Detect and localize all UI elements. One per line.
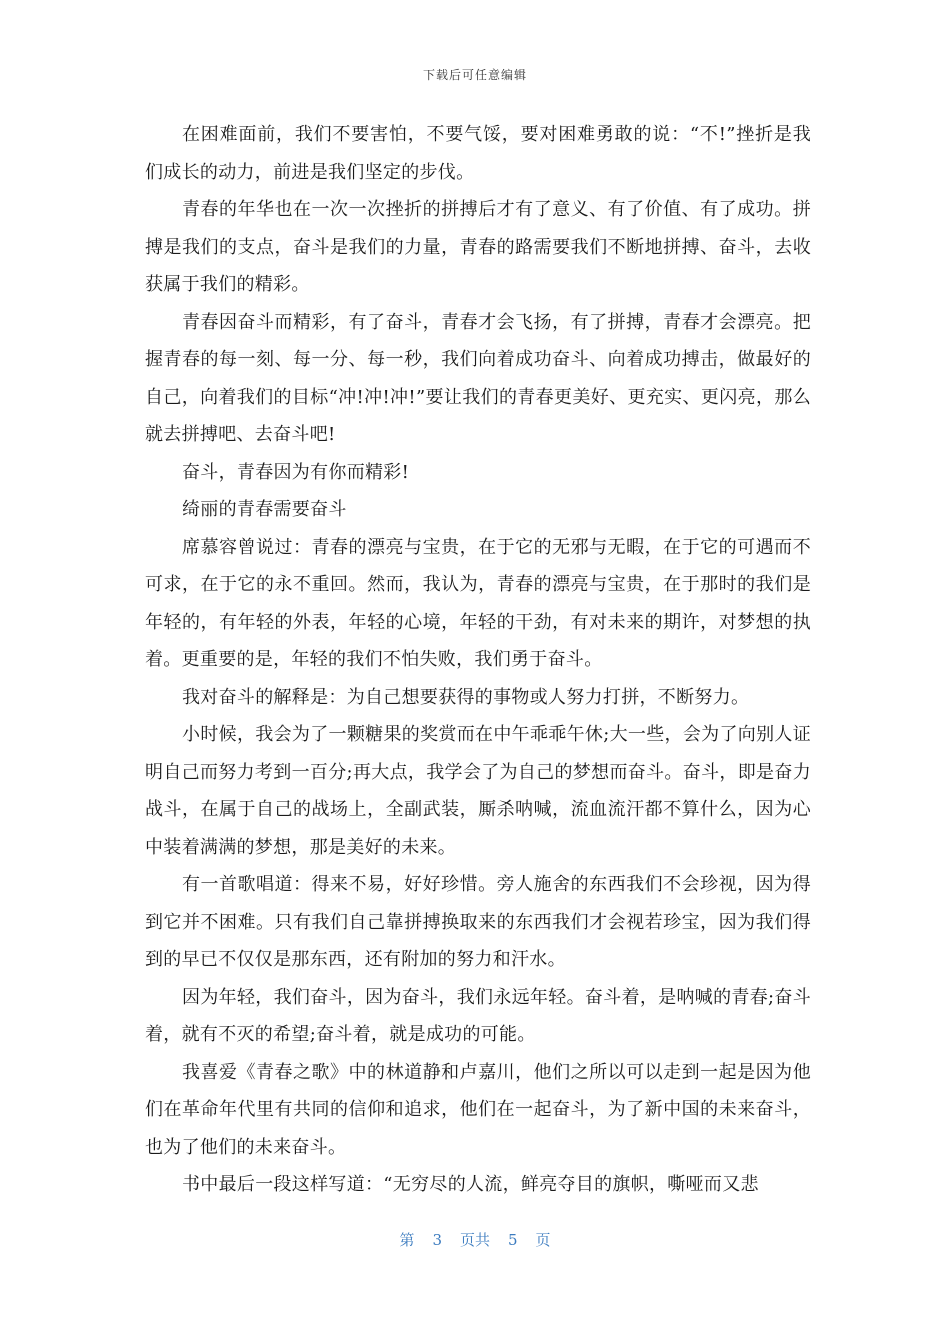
footer-current-page: 3 <box>432 1231 442 1249</box>
paragraph: 小时候，我会为了一颗糖果的奖赏而在中午乖乖午休;大一些，会为了向别人证明自己而努力考到一百分;再大点，我学会了为自己的梦想而奋斗。奋斗，即是奋力战斗，在属于自己的战场上，全副武装，厮杀呐喊，流血流汗都不算什么，因为心中装着满满的梦想，那是美好的未来。 <box>145 724 811 858</box>
paragraph: 席慕容曾说过：青春的漂亮与宝贵，在于它的无邪与无暇，在于它的可遇而不可求，在于它的永不重回。然而，我认为，青春的漂亮与宝贵，在于那时的我们是年轻的，有年轻的外表，年轻的心境，年轻的干劲，有对未来的期许，对梦想的执着。更重要的是，年轻的我们不怕失败，我们勇于奋斗。 <box>145 536 811 670</box>
paragraph: 青春的年华也在一次一次挫折的拼搏后才有了意义、有了价值、有了成功。拼搏是我们的支点，奋斗是我们的力量，青春的路需要我们不断地拼搏、奋斗，去收获属于我们的精彩。 <box>145 199 811 295</box>
document-body <box>145 116 811 1204</box>
footer-ye-gong: 页共 <box>459 1231 490 1249</box>
paragraph: 我喜爱《青春之歌》中的林道静和卢嘉川，他们之所以可以走到一起是因为他们在革命年代里有共同的信仰和追求，他们在一起奋斗，为了新中国的未来奋斗，也为了他们的未来奋斗。 <box>145 1061 811 1158</box>
paragraph: 在困难面前，我们不要害怕，不要气馁，要对困难勇敢的说：“不!”挫折是我们成长的动力，前进是我们坚定的步伐。 <box>145 124 811 183</box>
footer-di: 第 <box>399 1231 415 1249</box>
footer-total-pages: 5 <box>508 1231 518 1249</box>
paragraph: 奋斗，青春因为有你而精彩! <box>182 461 410 483</box>
paragraph: 有一首歌唱道：得来不易，好好珍惜。旁人施舍的东西我们不会珍视，因为得到它并不困难。只有我们自己靠拼搏换取来的东西我们才会视若珍宝，因为我们得到的早已不仅仅是那东西，还有附加的努力和汗水。 <box>145 874 811 970</box>
page-header: 下载后可任意编辑 <box>422 68 527 82</box>
section-title: 绮丽的青春需要奋斗 <box>182 499 347 520</box>
paragraph: 书中最后一段这样写道：“无穷尽的人流，鲜亮夺目的旗帜，嘶哑而又悲 <box>182 1174 759 1195</box>
page-footer <box>0 1229 950 1250</box>
paragraph: 因为年轻，我们奋斗，因为奋斗，我们永远年轻。奋斗着，是呐喊的青春;奋斗着，就有不灭的希望;奋斗着，就是成功的可能。 <box>145 986 811 1045</box>
footer-ye: 页 <box>535 1231 551 1249</box>
paragraph: 青春因奋斗而精彩，有了奋斗，青春才会飞扬，有了拼搏，青春才会漂亮。把握青春的每一刻、每一分、每一秒，我们向着成功奋斗、向着成功搏击，做最好的自己，向着我们的目标“冲!冲!冲!”要让我们的青春更美好、更充实、更闪亮，那么就去拼搏吧、去奋斗吧! <box>145 311 811 445</box>
paragraph: 我对奋斗的解释是：为自己想要获得的事物或人努力打拼，不断努力。 <box>182 686 750 708</box>
